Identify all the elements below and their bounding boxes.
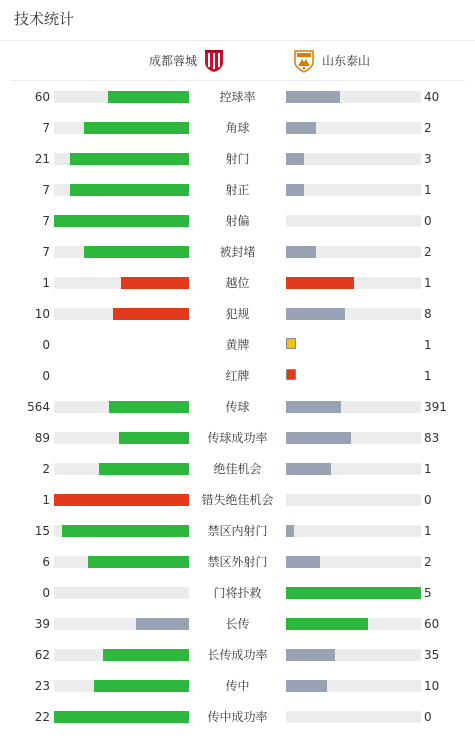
home-stat-bar [54,153,189,165]
away-stat-value: 83 [424,431,440,445]
home-stat-value: 22 [34,710,50,724]
away-team-name: 山东泰山 [322,54,371,68]
home-stat-bar [54,494,189,506]
away-stat-value: 10 [424,679,440,693]
away-stat-bar [286,432,421,444]
home-stat-bar-fill [70,153,189,165]
home-stat-bar [54,246,189,258]
home-stat-value: 21 [34,152,50,166]
away-stat-bar-fill [286,587,421,599]
stat-label: 传球 [225,400,250,414]
away-stat-value: 1 [424,462,432,476]
away-stat-bar [286,556,421,568]
away-stat-value: 0 [424,710,432,724]
home-stat-value: 62 [34,648,50,662]
away-stat-bar-fill [286,649,335,661]
away-stat-bar-fill [286,91,340,103]
away-stat-bar-fill [286,122,316,134]
home-stat-value: 23 [34,679,50,693]
away-stat-bar-fill [286,153,304,165]
away-stat-bar-fill [286,463,331,475]
away-stat-value: 35 [424,648,440,662]
stat-label: 黄牌 [225,338,250,352]
stat-row [0,149,475,180]
home-stat-bar-fill [108,91,189,103]
away-stat-value: 1 [424,524,432,538]
stat-label: 射门 [225,152,250,166]
away-stat-bar [286,711,421,723]
away-stat-bar [286,184,421,196]
red-card-icon [286,369,296,380]
stat-row [0,459,475,490]
home-stat-bar-fill [54,494,189,506]
home-stat-value: 7 [42,214,50,228]
home-stat-value: 10 [34,307,50,321]
home-stat-bar [54,463,189,475]
home-stat-bar [54,587,189,599]
away-stat-value: 1 [424,183,432,197]
home-stat-bar [54,618,189,630]
stat-label: 射正 [225,183,250,197]
stat-label: 角球 [225,121,250,135]
away-stat-value: 2 [424,245,432,259]
home-stat-bar-fill [62,525,189,537]
away-stat-value: 0 [424,493,432,507]
stat-row [0,676,475,707]
away-stat-bar [286,153,421,165]
section-title: 技术统计 [0,0,475,41]
away-stat-bar [286,587,421,599]
stat-label: 传中 [225,679,250,693]
home-stat-bar-fill [119,432,189,444]
home-stat-bar [54,308,189,320]
away-stat-value: 2 [424,555,432,569]
stat-row [0,273,475,304]
home-stat-bar-fill [103,649,189,661]
home-stat-bar [54,432,189,444]
home-stat-bar [54,91,189,103]
away-stat-bar [286,122,421,134]
yellow-card-icon [286,338,296,349]
stat-row [0,521,475,552]
away-stat-bar-fill [286,277,354,289]
home-stat-value: 0 [42,369,50,383]
away-stat-bar [286,277,421,289]
home-team[interactable] [149,49,225,73]
home-stat-bar-fill [136,618,189,630]
away-stat-bar-fill [286,432,351,444]
away-stat-bar-fill [286,401,341,413]
away-stat-bar-fill [286,308,345,320]
away-stat-value: 1 [424,338,432,352]
stat-row [0,645,475,676]
away-stat-bar [286,91,421,103]
stat-row [0,180,475,211]
away-stat-bar [286,525,421,537]
stat-row [0,304,475,335]
stat-label: 传球成功率 [207,431,268,445]
away-stat-value: 3 [424,152,432,166]
stat-label: 门将扑救 [213,586,262,600]
away-stat-bar [286,215,421,227]
stats-list [0,87,475,738]
home-stat-value: 7 [42,245,50,259]
stat-row [0,428,475,459]
away-stat-bar-fill [286,680,327,692]
home-stat-bar [54,711,189,723]
shandong-taishan-crest-icon [292,49,316,73]
stat-row [0,490,475,521]
home-stat-bar-fill [121,277,189,289]
stat-row [0,366,475,397]
home-stat-value: 89 [34,431,50,445]
home-stat-value: 60 [34,90,50,104]
team-header [10,41,465,81]
home-stat-bar-fill [99,463,189,475]
away-stat-value: 40 [424,90,440,104]
stat-label: 绝佳机会 [213,462,262,476]
stat-label: 控球率 [219,90,256,104]
home-stat-bar [54,215,189,227]
stat-row [0,335,475,366]
away-stat-value: 60 [424,617,440,631]
away-stat-bar-fill [286,246,316,258]
home-stat-value: 0 [42,338,50,352]
away-stat-value: 391 [424,400,447,414]
home-stat-bar [54,525,189,537]
home-stat-value: 2 [42,462,50,476]
home-stat-bar-fill [54,215,189,227]
away-stat-bar [286,494,421,506]
home-stat-bar [54,680,189,692]
stat-label: 禁区内射门 [207,524,268,538]
away-stat-bar [286,308,421,320]
away-stat-bar [286,401,421,413]
away-stat-value: 5 [424,586,432,600]
away-team[interactable] [292,49,370,73]
stat-row [0,583,475,614]
away-stat-value: 0 [424,214,432,228]
stat-label: 长传成功率 [207,648,268,662]
home-stat-bar [54,649,189,661]
home-stat-value: 564 [27,400,50,414]
home-stat-bar-fill [84,122,189,134]
home-stat-bar-fill [94,680,189,692]
away-stat-bar [286,246,421,258]
away-stat-bar-fill [286,525,294,537]
home-stat-value: 15 [34,524,50,538]
stat-row [0,242,475,273]
away-stat-bar-fill [286,618,368,630]
home-stat-bar [54,556,189,568]
home-stat-value: 39 [34,617,50,631]
home-team-name: 成都蓉城 [148,54,197,68]
stat-label: 长传 [225,617,250,631]
stat-row [0,87,475,118]
home-stat-bar-fill [109,401,189,413]
chengdu-rongcheng-crest-icon [203,49,225,73]
away-stat-value: 1 [424,369,432,383]
home-stat-value: 7 [42,183,50,197]
home-stat-bar-fill [54,711,189,723]
away-stat-value: 2 [424,121,432,135]
home-stat-value: 7 [42,121,50,135]
stat-row [0,614,475,645]
home-stat-value: 1 [42,276,50,290]
home-stat-value: 6 [42,555,50,569]
home-stat-bar [54,277,189,289]
stat-row [0,397,475,428]
stat-label: 越位 [225,276,250,290]
away-stat-value: 1 [424,276,432,290]
stat-row [0,707,475,738]
stat-label: 犯规 [225,307,250,321]
away-stat-bar [286,649,421,661]
away-stat-bar [286,680,421,692]
stat-label: 红牌 [225,369,250,383]
home-stat-bar-fill [84,246,189,258]
home-stat-bar-fill [113,308,189,320]
stat-label: 被封堵 [219,245,256,259]
home-stat-bar-fill [88,556,189,568]
home-stat-bar-fill [70,184,189,196]
home-stat-value: 1 [42,493,50,507]
stat-label: 禁区外射门 [207,555,268,569]
stat-label: 传中成功率 [207,710,268,724]
stat-row [0,118,475,149]
away-stat-bar-fill [286,556,320,568]
stat-row [0,552,475,583]
stat-label: 错失绝佳机会 [201,493,274,507]
away-stat-bar [286,463,421,475]
away-stat-bar-fill [286,184,304,196]
home-stat-bar [54,184,189,196]
home-stat-bar [54,122,189,134]
stat-row [0,211,475,242]
away-stat-value: 8 [424,307,432,321]
away-stat-bar [286,618,421,630]
home-stat-bar [54,401,189,413]
stat-label: 射偏 [225,214,250,228]
home-stat-value: 0 [42,586,50,600]
